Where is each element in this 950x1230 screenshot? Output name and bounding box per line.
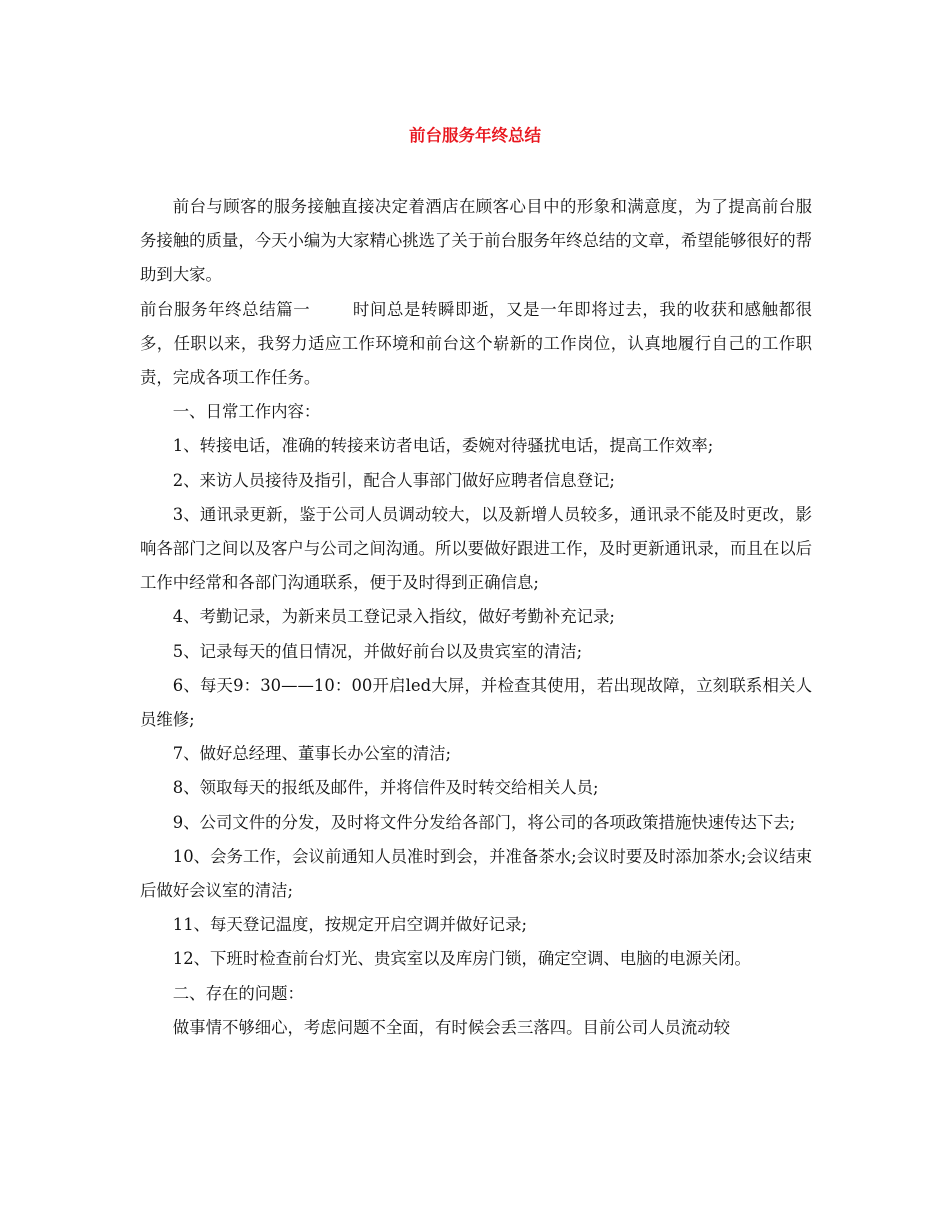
list-item: 5、记录每天的值日情况，并做好前台以及贵宾室的清洁; <box>172 641 583 661</box>
list-item: 8、领取每天的报纸及邮件，并将信件及时转交给相关人员; <box>172 778 599 798</box>
document-title: 前台服务年终总结 <box>409 126 541 145</box>
list-item: 1、转接电话，准确的转接来访者电话，委婉对待骚扰电话，提高工作效率; <box>172 436 714 456</box>
list-item: 2、来访人员接待及指引，配合人事部门做好应聘者信息登记; <box>172 470 615 490</box>
list-item: 7、做好总经理、董事长办公室的清洁; <box>172 744 451 764</box>
list-item: 4、考勤记录，为新来员工登记录入指纹，做好考勤补充记录; <box>172 607 615 627</box>
list-item: 6、每天9：30——10：00开启led大屏，并检查其使用，若出现故障，立刻联系相关人员维修; <box>140 675 812 730</box>
document-body <box>140 190 812 1045</box>
intro-paragraph: 前台与顾客的服务接触直接决定着酒店在顾客心目中的形象和满意度，为了提高前台服务接触的质量，今天小编为大家精心挑选了关于前台服务年终总结的文章，希望能够很好的帮助到大家。 <box>140 197 813 285</box>
section-heading: 前台服务年终总结篇一 <box>140 299 311 319</box>
list-item: 10、会务工作，会议前通知人员准时到会，并准备茶水;会议时要及时添加茶水;会议结束后做好会议室的清洁; <box>140 846 812 901</box>
part2-paragraph: 做事情不够细心，考虑问题不全面，有时候会丢三落四。目前公司人员流动较 <box>172 1017 731 1037</box>
list-item: 11、每天登记温度，按规定开启空调并做好记录; <box>172 915 527 935</box>
list-item: 3、通讯录更新，鉴于公司人员调动较大，以及新增人员较多，通讯录不能及时更改，影响各部门之间以及客户与公司之间沟通。所以要做好跟进工作，及时更新通讯录，而且在以后工作中经常和各部门沟通联系，便于及时得到正确信息; <box>140 504 813 593</box>
part1-heading: 一、日常工作内容： <box>172 402 321 422</box>
part2-heading: 二、存在的问题： <box>172 983 304 1003</box>
section-text: 时间总是转瞬即逝，又是一年即将过去，我的收获和感触都很多，任职以来，我努力适应工作环境和前台这个崭新的工作岗位，认真地履行自己的工作职责，完成各项工作任务。 <box>140 299 813 388</box>
list-item: 9、公司文件的分发，及时将文件分发给各部门，将公司的各项政策措施快速传达下去; <box>172 812 796 832</box>
list-item: 12、下班时检查前台灯光、贵宾室以及库房门锁，确定空调、电脑的电源关闭。 <box>172 949 751 969</box>
section-paragraph <box>140 293 812 396</box>
